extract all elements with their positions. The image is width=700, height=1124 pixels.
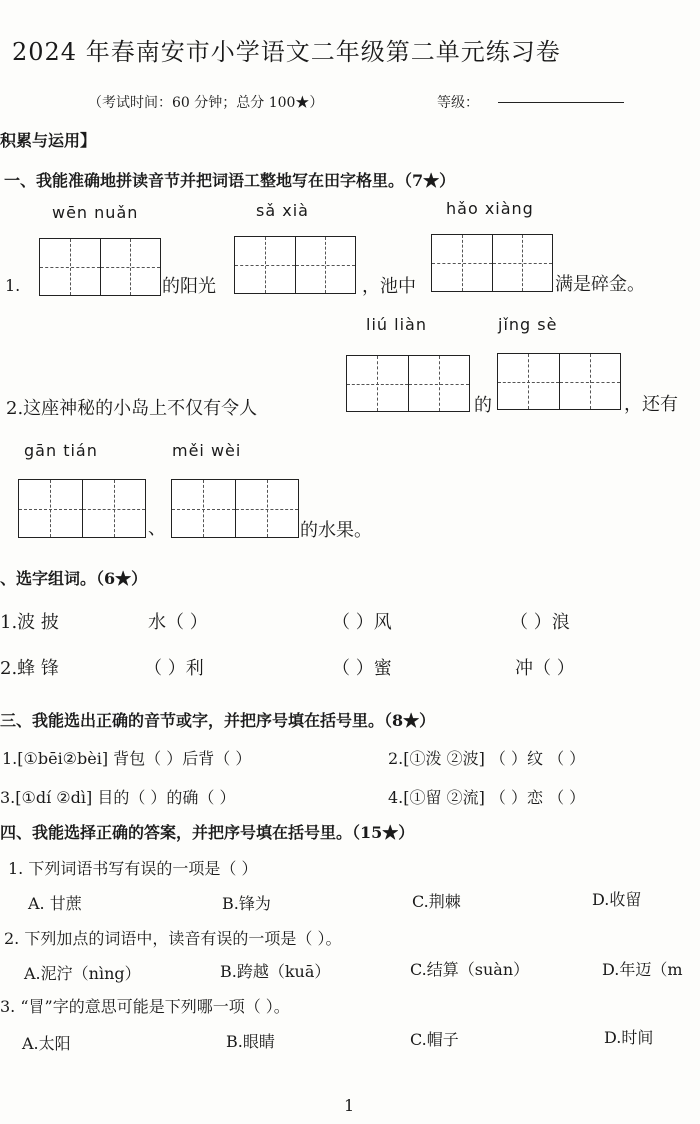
tianzige-jingse[interactable] [497, 353, 621, 410]
q2-row2-blank3[interactable]: 冲（ ） [515, 658, 575, 679]
q4-s3-stem: 3. “冒”字的意思可能是下列哪一项（ ）。 [0, 997, 290, 1016]
q4-s2-stem: 2. 下列加点的词语中，读音有误的一项是（ ）。 [4, 929, 342, 948]
q1-line3-separator: 、 [148, 518, 166, 539]
q3-item1[interactable]: 1.[①bēi②bèi] 背包（ ）后背（ ） [2, 749, 252, 768]
grade-blank[interactable] [498, 102, 624, 103]
q3-item4[interactable]: 4.[①留 ②流] （ ）恋 （ ） [388, 788, 586, 807]
tianzige-gantian[interactable] [18, 479, 146, 538]
pinyin-jingse: jǐng sè [498, 315, 558, 334]
page-number: 1 [344, 1096, 355, 1115]
q3-item3[interactable]: 3.[①dí ②dì] 目的（ ）的确（ ） [0, 788, 236, 807]
q2-heading: 、选字组词。（6★） [0, 569, 148, 588]
q1-line2-text1: 2.这座神秘的小岛上不仅有令人 [6, 398, 258, 419]
q2-row1-chars: 1.波 披 [0, 612, 59, 633]
pinyin-saxia: sǎ xià [256, 201, 309, 220]
q4-s1-option-b[interactable]: B.锋为 [222, 894, 271, 913]
q4-s2-option-d[interactable]: D.年迈（m [602, 960, 683, 979]
q2-row2-blank1[interactable]: （ ）利 [144, 658, 204, 679]
q1-line2-text3: ，还有 [624, 394, 678, 415]
q4-s2-option-a[interactable]: A.泥泞（nìng） [24, 964, 141, 983]
q1-heading: 一、我能准确地拼读音节并把词语工整地写在田字格里。（7★） [4, 171, 456, 190]
q4-s2-option-c[interactable]: C.结算（suàn） [410, 960, 530, 979]
tianzige-liulian[interactable] [346, 355, 470, 412]
q2-row1-blank1[interactable]: 水（ ） [148, 612, 208, 633]
q4-s3-option-b[interactable]: B.眼睛 [226, 1032, 275, 1051]
pinyin-liulian: liú liàn [366, 315, 427, 334]
q3-heading: 三、我能选出正确的音节或字，并把序号填在括号里。（8★） [0, 711, 436, 730]
q2-row1-blank3[interactable]: （ ）浪 [510, 612, 570, 633]
exam-info: （考试时间：60 分钟；总分 100★） [88, 95, 324, 111]
grade-label: 等级： [437, 95, 479, 111]
tianzige-saxia[interactable] [234, 236, 356, 294]
q4-s1-option-c[interactable]: C.荆棘 [412, 892, 461, 911]
q4-s3-option-d[interactable]: D.时间 [604, 1028, 654, 1047]
q1-line1-text3: 满是碎金。 [555, 274, 645, 295]
tianzige-meiwei[interactable] [171, 479, 299, 538]
q4-s1-option-d[interactable]: D.收留 [592, 890, 642, 909]
q1-line1-number: 1. [5, 276, 21, 295]
page-title: 2024 年春南安市小学语文二年级第二单元练习卷 [12, 38, 561, 66]
pinyin-haoxiang: hǎo xiàng [446, 199, 534, 218]
q3-item2[interactable]: 2.[①泼 ②波] （ ）纹 （ ） [388, 749, 586, 768]
tianzige-haoxiang[interactable] [431, 234, 553, 292]
q1-line1-text1: 的阳光 [162, 276, 216, 297]
q4-s2-option-b[interactable]: B.跨越（kuā） [220, 962, 331, 981]
q1-line1-text2: ，池中 [362, 276, 416, 297]
q2-row2-chars: 2.蜂 锋 [0, 658, 59, 679]
q4-s3-option-a[interactable]: A.太阳 [22, 1034, 71, 1053]
q2-row2-blank2[interactable]: （ ）蜜 [332, 658, 392, 679]
q2-row1-blank2[interactable]: （ ）风 [332, 612, 392, 633]
q4-s1-stem: 1. 下列词语书写有误的一项是（ ） [8, 859, 258, 878]
pinyin-wennuan: wēn nuǎn [52, 203, 139, 222]
q1-line3-text: 的水果。 [300, 520, 372, 541]
q4-s1-option-a[interactable]: A. 甘蔗 [28, 894, 82, 913]
q4-heading: 四、我能选择正确的答案，并把序号填在括号里。（15★） [0, 823, 415, 842]
pinyin-gantian: gān tián [24, 441, 98, 460]
q1-line2-text2: 的 [474, 395, 492, 416]
part-heading: 积累与运用】 [0, 131, 97, 150]
pinyin-meiwei: měi wèi [172, 441, 242, 460]
tianzige-wennuan[interactable] [39, 238, 161, 296]
q4-s3-option-c[interactable]: C.帽子 [410, 1030, 459, 1049]
